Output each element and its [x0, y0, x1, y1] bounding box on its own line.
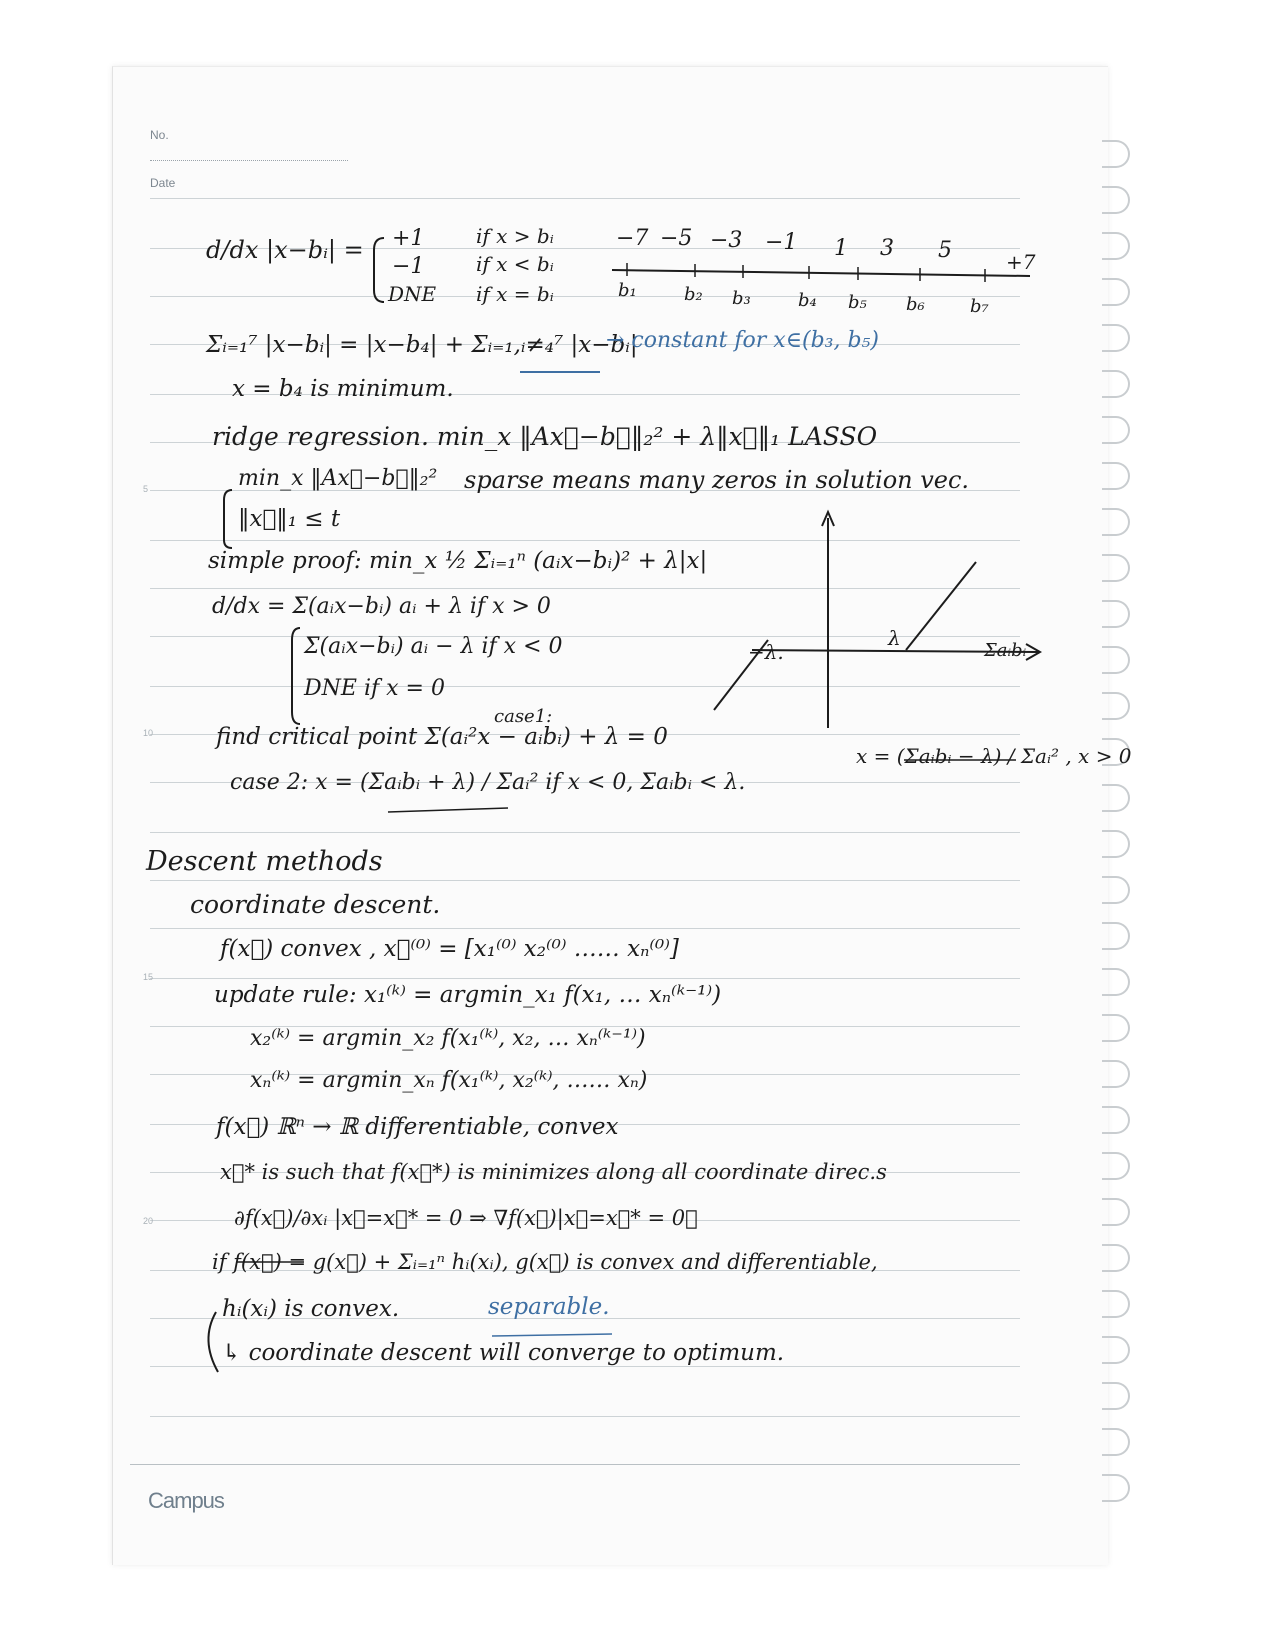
- constant-note: → constant for x∈(b₃, b₅): [606, 328, 879, 353]
- simple-proof-line: simple proof: min_x ½ Σᵢ₌₁ⁿ (aᵢx−bᵢ)² + λ|x|: [208, 548, 708, 574]
- minimum-statement: x = b₄ is minimum.: [232, 376, 454, 402]
- case-condition: if x < bᵢ: [476, 252, 554, 276]
- lasso-constraint: ‖x⃗‖₁ ≤ t: [238, 506, 341, 532]
- update-rule-xn: xₙ⁽ᵏ⁾ = argmin_xₙ f(x₁⁽ᵏ⁾, x₂⁽ᵏ⁾, …… xₙ): [250, 1068, 648, 1093]
- number-line-point: b₆: [906, 294, 925, 315]
- case-minus-one: −1: [392, 254, 425, 279]
- case-condition: if x = bᵢ: [476, 282, 554, 306]
- convergence-conclusion: ↳ coordinate descent will converge to optimum.: [222, 1340, 785, 1366]
- case1-solution: x = (Σaᵢbᵢ − λ) / Σaᵢ² , x > 0: [856, 744, 1132, 768]
- h-convex-statement: hᵢ(xᵢ) is convex.: [222, 1296, 400, 1322]
- case-dne: DNE: [388, 282, 437, 306]
- number-line-value: −7: [616, 226, 649, 251]
- margin-number: 5: [143, 484, 149, 494]
- separable-note: separable.: [488, 1294, 610, 1320]
- sparse-definition: sparse means many zeros in solution vec.: [464, 466, 970, 494]
- derivative-abs-lhs: d/dx |x−bᵢ| =: [206, 236, 364, 264]
- update-rule-x1: update rule: x₁⁽ᵏ⁾ = argmin_x₁ f(x₁, … xₙ⁽ᵏ⁻¹⁾): [214, 982, 722, 1008]
- number-line-value: −5: [660, 226, 693, 251]
- number-line-point: b₇: [970, 296, 989, 317]
- sketch-neg-lambda: −λ.: [748, 640, 784, 664]
- number-line-value: 5: [938, 238, 952, 263]
- number-line-point: b₅: [848, 292, 867, 313]
- no-label: No.: [150, 128, 169, 142]
- number-line-value: −1: [765, 230, 798, 255]
- gradient-condition: ∂f(x⃗)/∂xᵢ |x⃗=x⃗* = 0 ⇒ ∇f(x⃗)|x⃗=x⃗* = 0⃗: [234, 1206, 698, 1230]
- number-line-point: b₃: [732, 288, 751, 309]
- ridge-regression-line: ridge regression. min_x ‖Ax⃗−b⃗‖₂² + λ‖x⃗‖₁ LASSO: [212, 422, 878, 451]
- section-heading-descent-methods: Descent methods: [146, 846, 383, 877]
- critical-point-equation: find critical point Σ(aᵢ²x − aᵢbᵢ) + λ = 0: [216, 724, 668, 750]
- number-line-value: 3: [880, 236, 894, 261]
- sketch-lambda: λ: [888, 626, 901, 650]
- sum-abs-expansion: Σᵢ₌₁⁷ |x−bᵢ| = |x−b₄| + Σᵢ₌₁,ᵢ≠₄⁷ |x−bᵢ|: [206, 332, 638, 358]
- sketch-right-branch: [906, 562, 976, 650]
- case1-label: case1:: [494, 706, 553, 727]
- subheading-coordinate-descent: coordinate descent.: [190, 890, 441, 919]
- sketch-axis-label: Σaᵢbᵢ: [984, 640, 1027, 661]
- margin-number: 20: [143, 1216, 154, 1226]
- derivative-case-negative: Σ(aᵢx−bᵢ) aᵢ − λ if x < 0: [304, 634, 563, 659]
- number-line-point: b₄: [798, 290, 817, 311]
- lasso-constrained-objective: min_x ‖Ax⃗−b⃗‖₂²: [238, 466, 438, 491]
- separable-condition: if f(x⃗) = g(x⃗) + Σᵢ₌₁ⁿ hᵢ(xᵢ), g(x⃗) is convex and differentiable,: [212, 1250, 878, 1274]
- function-definition: f(x⃗) ℝⁿ → ℝ differentiable, convex: [216, 1114, 619, 1140]
- number-line-axis: [612, 270, 1030, 276]
- number-line-point: b₁: [618, 280, 637, 301]
- case2-solution: case 2: x = (Σaᵢbᵢ + λ) / Σaᵢ² if x < 0, Σaᵢbᵢ < λ.: [230, 770, 746, 795]
- margin-number: 15: [143, 972, 154, 982]
- margin-number: 10: [143, 728, 154, 738]
- derivative-case-zero: DNE if x = 0: [304, 676, 445, 701]
- number-line-value: −3: [710, 228, 743, 253]
- derivative-case-positive: d/dx = Σ(aᵢx−bᵢ) aᵢ + λ if x > 0: [212, 594, 551, 619]
- convex-initial-point: f(x⃗) convex , x⃗⁽⁰⁾ = [x₁⁽⁰⁾ x₂⁽⁰⁾ …… xₙ⁽⁰⁾]: [220, 936, 679, 962]
- campus-logo: Campus: [148, 1488, 224, 1513]
- case-condition: if x > bᵢ: [476, 224, 554, 248]
- case-plus-one: +1: [392, 226, 425, 251]
- number-line-point: b₂: [684, 284, 703, 305]
- brace: [374, 238, 384, 302]
- number-line-value: 1: [834, 236, 848, 261]
- number-line-value: +7: [1006, 250, 1036, 274]
- minimizer-statement: x⃗* is such that f(x⃗*) is minimizes along all coordinate direc.s: [220, 1160, 887, 1184]
- date-label: Date: [150, 176, 176, 190]
- update-rule-x2: x₂⁽ᵏ⁾ = argmin_x₂ f(x₁⁽ᵏ⁾, x₂, … xₙ⁽ᵏ⁻¹⁾): [250, 1026, 646, 1051]
